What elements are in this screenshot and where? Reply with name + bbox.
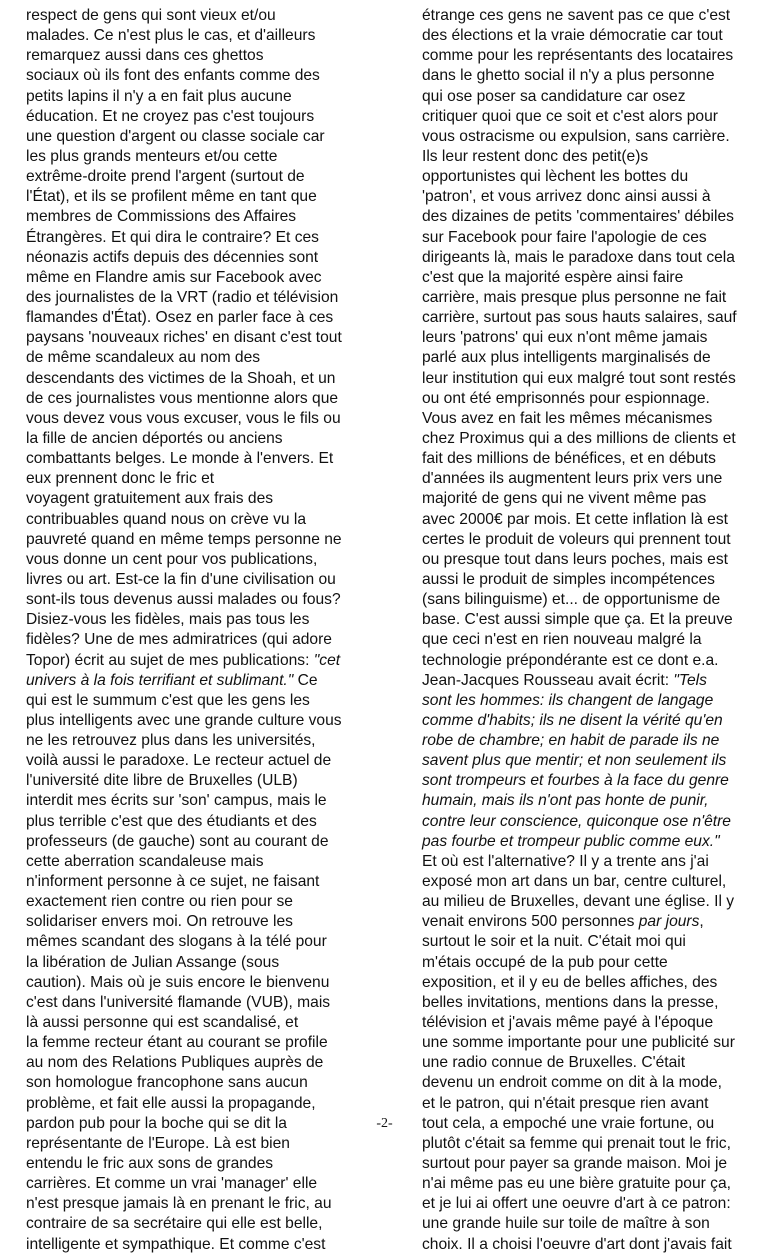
text-line [26, 530, 390, 550]
text-line [26, 449, 390, 469]
line-text-after: Ce [293, 671, 318, 689]
italic-quote-text: contre leur conscience, quiconque ose n'être [422, 812, 731, 830]
line-text: et je lui ai offert une oeuvre d'art à ce patron: [422, 1195, 731, 1213]
line-text: carrière, surtout pas sous hauts salaires, sauf [422, 309, 737, 327]
text-line [422, 469, 762, 489]
line-text: dans le ghetto social il n'y a plus personne [422, 67, 715, 85]
line-text: 'patron', et vous arrivez donc ainsi aussi à [422, 188, 711, 206]
text-line [422, 872, 762, 892]
line-text: problème, et fait elle aussi la propagande, [26, 1094, 316, 1112]
text-line [26, 590, 390, 610]
line-text: voyagent gratuitement aux frais des [26, 490, 274, 508]
line-text: respect de gens qui sont vieux et/ou [26, 7, 276, 24]
line-text: avec 2000€ par mois. Et cette inflation là est [422, 510, 728, 528]
line-text: néonazis actifs depuis des décennies sont [26, 248, 319, 266]
text-line [422, 610, 762, 630]
line-text: télévision et j'avais même payé à l'époque [422, 1014, 714, 1032]
text-line [422, 46, 762, 66]
line-text: c'est que la majorité espère ainsi faire [422, 268, 684, 286]
line-text: sont-ils tous devenus aussi malades ou fous? [26, 591, 341, 609]
text-line [26, 751, 390, 771]
text-line [26, 791, 390, 811]
text-line [26, 187, 390, 207]
line-text: ne les retrouvez plus dans les universités, [26, 732, 316, 750]
text-line [26, 46, 390, 66]
line-text: sociaux où ils font des enfants comme des [26, 67, 320, 85]
text-line [422, 812, 762, 832]
text-line [26, 993, 390, 1013]
text-line [26, 489, 390, 509]
line-text: les plus grands menteurs et/ou cette [26, 147, 278, 165]
line-text: belles invitations, mentions dans la presse, [422, 993, 719, 1011]
text-line [26, 711, 390, 731]
text-line [26, 87, 390, 107]
text-line [422, 1174, 762, 1194]
line-text: vous devez vous vous excuser, vous le fils ou [26, 409, 341, 427]
text-line [26, 1134, 390, 1154]
text-line [26, 409, 390, 429]
line-text: exposition, et il y eu de belles affiches, des [422, 973, 718, 991]
line-text: mêmes scandant des slogans à la télé pour [26, 933, 327, 951]
line-text: plutôt c'était sa femme qui prenait tout le fric, [422, 1134, 731, 1152]
text-line [26, 610, 390, 630]
text-line [26, 771, 390, 791]
line-text: là aussi personne qui est scandalisé, et [26, 1014, 299, 1032]
line-text: Topor) écrit au sujet de mes publications: [26, 651, 314, 669]
italic-quote-text: par jours [638, 913, 700, 931]
text-line [26, 308, 390, 328]
text-line [26, 328, 390, 348]
line-text: ou ont été emprisonnés pour espionnage. [422, 389, 710, 407]
line-text: ou presque tout dans leurs poches, mais est [422, 550, 728, 568]
right-text-column [422, 6, 762, 1255]
text-line [26, 892, 390, 912]
line-text: fidèles? Une de mes admiratrices (qui adore [26, 631, 332, 649]
line-text: dirigeants là, mais le paradoxe dans tout cela [422, 248, 735, 266]
text-line [422, 369, 762, 389]
line-text: de ces journalistes vous mentionne alors que [26, 389, 339, 407]
text-line [26, 248, 390, 268]
italic-quote-text: robe de chambre; en habit de parade ils ne [422, 732, 720, 750]
text-line [26, 1033, 390, 1053]
text-line [422, 550, 762, 570]
line-text: d'années ils augmentent leurs prix vers une [422, 470, 723, 488]
text-line [26, 691, 390, 711]
line-text: comme pour les représentants des locataires [422, 47, 734, 65]
text-line [422, 651, 762, 671]
text-line [26, 268, 390, 288]
line-text: leur institution qui eux malgré tout sont restés [422, 369, 736, 387]
text-line [422, 1134, 762, 1154]
line-text: cette aberration scandaleuse mais [26, 852, 264, 870]
line-text: n'informent personne à ce sujet, ne faisant [26, 873, 320, 891]
text-line [422, 489, 762, 509]
text-line [26, 147, 390, 167]
text-line [422, 1194, 762, 1214]
text-line [422, 1033, 762, 1053]
line-text: opportunistes qui lèchent les bottes du [422, 168, 689, 186]
line-text: qui ose poser sa candidature car osez [422, 87, 686, 105]
line-text: venait environs 500 personnes [422, 913, 639, 931]
line-text: une grande huile sur toile de maître à son [422, 1215, 710, 1233]
text-line [26, 852, 390, 872]
text-line [422, 147, 762, 167]
text-line [422, 167, 762, 187]
italic-quote-text: "Tels [673, 671, 707, 689]
line-text: une radio connue de Bruxelles. C'était [422, 1054, 686, 1072]
text-line [422, 711, 762, 731]
text-line [26, 389, 390, 409]
line-text: Vous avez en fait les mêmes mécanismes [422, 409, 713, 427]
line-text: c'est dans l'université flamande (VUB), mais [26, 993, 331, 1011]
line-text: petits lapins il n'y a en fait plus aucune [26, 87, 292, 105]
line-text: des élections et la vraie démocratie car tout [422, 27, 723, 45]
line-text: malades. Ce n'est plus le cas, et d'ailleurs [26, 27, 316, 45]
text-line [26, 912, 390, 932]
line-text: Ils leur restent donc des petit(e)s [422, 147, 649, 165]
text-line [422, 932, 762, 952]
italic-quote-text: sont les hommes: ils changent de langage [422, 691, 714, 709]
line-text: la fille de ancien déportés ou anciens [26, 429, 283, 447]
text-line [422, 228, 762, 248]
line-text: et le patron, qui n'était presque rien avant [422, 1094, 709, 1112]
italic-quote-text: savent plus que mentir; et non seulement ils [422, 752, 727, 770]
text-line [422, 389, 762, 409]
text-line [26, 570, 390, 590]
line-text: carrières. Et comme un vrai 'manager' elle [26, 1175, 318, 1193]
line-text: intelligente et sympathique. Et comme c'est [26, 1235, 326, 1253]
line-text: professeurs (de gauche) sont au courant de [26, 832, 329, 850]
text-line [26, 1094, 390, 1114]
line-text: pardon pub pour la boche qui se dit la [26, 1114, 287, 1132]
line-text: que ceci n'est en rien nouveau malgré la [422, 631, 702, 649]
text-line [422, 449, 762, 469]
text-line [422, 207, 762, 227]
text-line [422, 892, 762, 912]
text-line [26, 127, 390, 147]
italic-quote-text: sont trompeurs et fourbes à la face du genre [422, 772, 729, 790]
text-line [422, 1013, 762, 1033]
italic-quote-text: humain, mais ils n'ont pas honte de punir, [422, 792, 709, 810]
text-line [26, 66, 390, 86]
line-text: même en Flandre amis sur Facebook avec [26, 268, 322, 286]
text-line [422, 1214, 762, 1234]
text-line [26, 369, 390, 389]
page-number: -2- [376, 1116, 393, 1131]
text-line [26, 6, 390, 26]
text-line [422, 87, 762, 107]
line-text: vous donne un cent pour vos publications, [26, 550, 318, 568]
line-text-after: , [699, 913, 704, 931]
text-line [26, 1053, 390, 1073]
text-line [26, 26, 390, 46]
text-line [422, 127, 762, 147]
text-line [422, 348, 762, 368]
text-line [422, 832, 762, 852]
line-text: la femme recteur étant au courant se profile [26, 1034, 328, 1052]
line-text: caution). Mais où je suis encore le bienvenu [26, 973, 330, 991]
text-line [422, 409, 762, 429]
text-line [26, 1235, 390, 1255]
line-text: au milieu de Bruxelles, devant une église. Il y [422, 893, 735, 911]
text-line [422, 510, 762, 530]
text-line [26, 832, 390, 852]
text-line [422, 771, 762, 791]
line-text: remarquez aussi dans ces ghettos [26, 47, 264, 65]
line-text: voilà aussi le paradoxe. Le recteur actuel de [26, 752, 332, 770]
line-text: exactement rien contre ou rien pour se [26, 893, 293, 911]
text-line [422, 248, 762, 268]
text-line [422, 66, 762, 86]
text-line [422, 1235, 762, 1255]
text-line [422, 530, 762, 550]
line-text: plus intelligents avec une grande culture vous [26, 711, 342, 729]
line-text: descendants des victimes de la Shoah, et un [26, 369, 336, 387]
line-text: contraire de sa secrétaire qui elle est belle, [26, 1215, 323, 1233]
line-text: une question d'argent ou classe sociale car [26, 127, 325, 145]
text-line [422, 751, 762, 771]
text-line [422, 570, 762, 590]
line-text: l'État), et ils se profilent même en tant que [26, 188, 317, 206]
text-line [26, 953, 390, 973]
line-text: n'ai même pas eu une bière gratuite pour ça, [422, 1175, 731, 1193]
line-text: eux prennent donc le fric et [26, 470, 215, 488]
line-text: surtout pour payer sa grande maison. Moi je [422, 1155, 728, 1173]
text-line [26, 348, 390, 368]
line-text: qui est le summum c'est que les gens les [26, 691, 310, 709]
line-text: combattants belges. Le monde à l'envers. Et [26, 450, 334, 468]
text-line [26, 973, 390, 993]
line-text: interdit mes écrits sur 'son' campus, mais le [26, 792, 327, 810]
italic-quote-text: "cet [313, 651, 341, 669]
text-line [26, 1214, 390, 1234]
text-line [422, 268, 762, 288]
text-line [422, 973, 762, 993]
text-line [26, 288, 390, 308]
line-text: vous ostracisme ou expulsion, sans carrière. [422, 127, 730, 145]
line-text: représentante de l'Europe. Là est bien [26, 1134, 290, 1152]
text-line [422, 26, 762, 46]
text-line [422, 187, 762, 207]
line-text: paysans 'nouveaux riches' en disant c'est tout [26, 329, 342, 347]
line-text: chez Proximus qui a des millions de clients et [422, 429, 736, 447]
text-line [422, 6, 762, 26]
line-text: base. C'est aussi simple que ça. Et la preuve [422, 611, 733, 629]
line-text: n'est presque jamais là en prenant le fric, au [26, 1195, 332, 1213]
line-text: flamandes d'État). Osez en parler face à ces [26, 309, 334, 327]
left-text-column [26, 6, 390, 1255]
italic-quote-text: pas fourbe et trompeur public comme eux." [422, 832, 720, 850]
text-line [422, 671, 762, 691]
text-line [422, 630, 762, 650]
text-line [422, 912, 762, 932]
text-line [422, 1094, 762, 1114]
line-text: m'étais occupé de la pub pour cette [422, 953, 668, 971]
line-text: choix. Il a choisi l'oeuvre d'art dont j'avais fait [422, 1235, 732, 1253]
text-line [422, 288, 762, 308]
text-line [26, 429, 390, 449]
text-line [26, 107, 390, 127]
text-line [422, 1053, 762, 1073]
line-text: fait des millions de bénéfices, et en débuts [422, 450, 716, 468]
text-line [26, 1073, 390, 1093]
line-text: solidariser envers moi. On retrouve les [26, 913, 293, 931]
text-line [26, 932, 390, 952]
text-line [26, 228, 390, 248]
line-text: exposé mon art dans un bar, centre culturel, [422, 873, 727, 891]
line-text: technologie prépondérante est ce dont e.a. [422, 651, 719, 669]
line-text: Jean-Jacques Rousseau avait écrit: [422, 671, 674, 689]
text-line [26, 1194, 390, 1214]
text-line [26, 630, 390, 650]
text-line [422, 308, 762, 328]
line-text: certes le produit de voleurs qui prennent tout [422, 530, 731, 548]
line-text: étrange ces gens ne savent pas ce que c'est [422, 7, 731, 24]
text-line [422, 1154, 762, 1174]
line-text: son homologue francophone sans aucun [26, 1074, 308, 1092]
line-text: sur Facebook pour faire l'apologie de ces [422, 228, 707, 246]
line-text: devenu un endroit comme on dit à la mode, [422, 1074, 722, 1092]
text-line [26, 651, 390, 671]
line-text: carrière, mais presque plus personne ne fait [422, 288, 727, 306]
line-text: entendu le fric aux sons de grandes [26, 1155, 274, 1173]
text-line [26, 510, 390, 530]
text-line [26, 550, 390, 570]
line-text: extrême-droite prend l'argent (surtout de [26, 168, 305, 186]
line-text: (sans bilinguisme) et... de opportunisme de [422, 591, 721, 609]
text-line [26, 1174, 390, 1194]
line-text: au nom des Relations Publiques auprès de [26, 1054, 324, 1072]
text-line [422, 953, 762, 973]
text-line [422, 429, 762, 449]
text-line [26, 731, 390, 751]
line-text: critiquer quoi que ce soit et c'est alors pour [422, 107, 718, 125]
line-text: une somme importante pour une publicité sur [422, 1034, 735, 1052]
line-text: Étrangères. Et qui dira le contraire? Et ces [26, 228, 319, 246]
line-text: des journalistes de la VRT (radio et télévision [26, 288, 339, 306]
text-line [26, 671, 390, 691]
text-line [26, 1154, 390, 1174]
text-line [422, 731, 762, 751]
line-text: leurs 'patrons' qui eux n'ont même jamais [422, 329, 708, 347]
text-line [26, 207, 390, 227]
text-line [26, 167, 390, 187]
line-text: surtout le soir et la nuit. C'était moi qui [422, 933, 686, 951]
line-text: contribuables quand nous on crève vu la [26, 510, 307, 528]
line-text: parlé aux plus intelligents marginalisés de [422, 349, 711, 367]
text-line [422, 993, 762, 1013]
text-line [26, 812, 390, 832]
line-text: livres ou art. Est-ce la fin d'une civilisation ou [26, 570, 336, 588]
line-text: pauvreté quand en même temps personne ne [26, 530, 342, 548]
text-line [422, 691, 762, 711]
line-text: aussi le produit de simples incompétences [422, 570, 715, 588]
italic-quote-text: univers à la fois terrifiant et sublimant." [26, 671, 294, 689]
line-text: membres de Commissions des Affaires [26, 208, 297, 226]
text-line [422, 107, 762, 127]
text-line [26, 1013, 390, 1033]
line-text: éducation. Et ne croyez pas c'est toujours [26, 107, 315, 125]
text-line [422, 852, 762, 872]
text-line [422, 791, 762, 811]
line-text: Et où est l'alternative? Il y a trente ans j'ai [422, 852, 709, 870]
line-text: tout cela, a empoché une vraie fortune, ou [422, 1114, 715, 1132]
line-text: la libération de Julian Assange (sous [26, 953, 280, 971]
text-line [422, 1073, 762, 1093]
line-text: de même scandaleux au nom des [26, 349, 261, 367]
line-text: des dizaines de petits 'commentaires' débiles [422, 208, 734, 226]
text-line [422, 590, 762, 610]
text-line [26, 469, 390, 489]
line-text: Disiez-vous les fidèles, mais pas tous les [26, 611, 310, 629]
line-text: plus terrible c'est que des étudiants et des [26, 812, 317, 830]
line-text: l'université dite libre de Bruxelles (ULB) [26, 772, 298, 790]
text-line [422, 328, 762, 348]
italic-quote-text: comme d'habits; ils ne disent la vérité qu'en [422, 711, 723, 729]
text-line [26, 872, 390, 892]
line-text: majorité de gens qui ne vivent même pas [422, 490, 707, 508]
